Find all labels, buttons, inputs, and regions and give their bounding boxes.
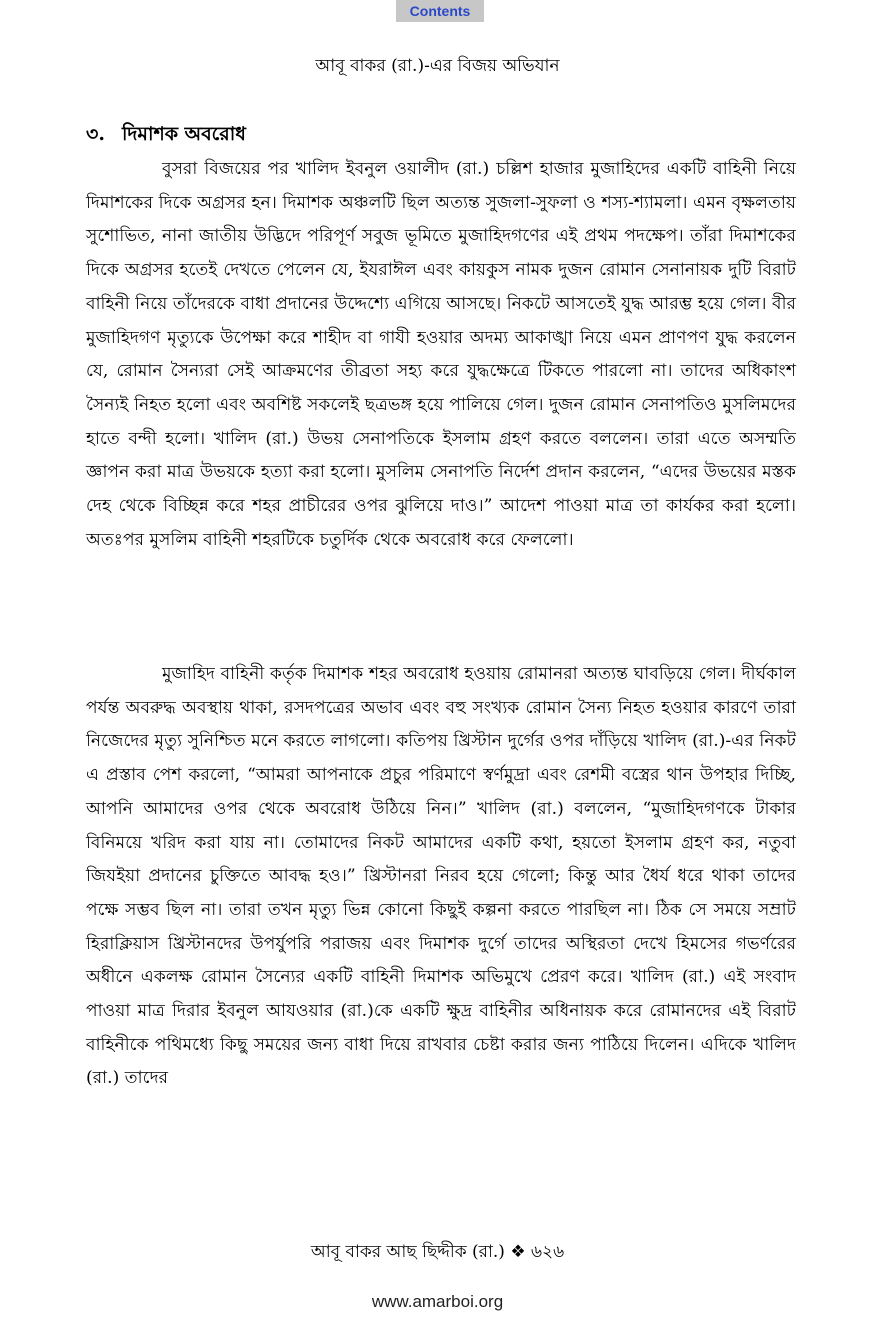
website-link[interactable]: www.amarboi.org — [371, 1292, 504, 1311]
paragraph-2: মুজাহিদ বাহিনী কর্তৃক দিমাশক শহর অবরোধ হওয়ায় রোমানরা অত্যন্ত ঘাবড়িয়ে গেল। দীর্ঘকাল পর্যন্ত অবরুদ্ধ অবস্থায় থাকা, রসদপত্রের অভাব এবং বহু সংখ্যক রোমান সৈন্য নিহত হওয়ার কারণে তারা নিজেদের মৃত্যু সুনিশ্চিত মনে করতে লাগলো। কতিপয় খ্রিস্টান দুর্গের ওপর দাঁড়িয়ে খালিদ (রা.)-এর নিকট এ প্রস্তাব পেশ করলো, “আমরা আপনাকে প্রচুর পরিমাণে স্বর্ণমুদ্রা এবং রেশমী বস্ত্রের থান উপহার দিচ্ছি, আপনি আমাদের ওপর থেকে অবরোধ উঠিয়ে নিন।” খালিদ (রা.) বললেন, “মুজাহিদগণকে টাকার বিনিময়ে খরিদ করা যায় না। তোমাদের নিকট আমাদের একটি কথা, হয়তো ইসলাম গ্রহণ কর, নতুবা জিযইয়া প্রদানের চুক্তিতে আবদ্ধ হও।” খ্রিস্টানরা নিরব হয়ে গেলো; কিন্তু আর ধৈর্য ধরে থাকা তাদের পক্ষে সম্ভব ছিল না। তারা তখন মৃত্যু ভিন্ন কোনো কিছুই কল্পনা করতে পারছিল না। ঠিক সে সময়ে সম্রাট হিরাক্লিয়াস খ্রিস্টানদের উপর্যুপরি পরাজয় এবং দিমাশক দুর্গে তাদের অস্থিরতা দেখে হিমসের গভর্ণরের অধীনে একলক্ষ রোমান সৈন্যের একটি বাহিনী দিমাশক অভিমুখে প্রেরণ করে। খালিদ (রা.) এই সংবাদ পাওয়া মাত্র দিরার ইবনুল আযওয়ার (রা.)কে একটি ক্ষুদ্র বাহিনীর অধিনায়ক করে রোমানদের এই বিরাট বাহিনীকে পথিমধ্যে কিছু সময়ের জন্য বাধা দিয়ে রাখবার চেষ্টা করার জন্য পাঠিয়ে দিলেন। এদিকে খালিদ (রা.) তাদের — [86, 664, 796, 1089]
separator-glyph: ❖ — [510, 1242, 526, 1262]
contents-button[interactable]: Contents — [396, 0, 484, 22]
running-head: আবূ বাকর (রা.)-এর বিজয় অভিযান — [315, 56, 560, 76]
section-heading — [86, 118, 246, 150]
section-number: ৩. — [86, 123, 105, 145]
book-title: আবূ বাকর আছ ছিদ্দীক (রা.) — [310, 1242, 505, 1262]
paragraph-1: বুসরা বিজয়ের পর খালিদ ইবনুল ওয়ালীদ (রা.) চল্লিশ হাজার মুজাহিদের একটি বাহিনী নিয়ে দিমাশকের দিকে অগ্রসর হন। দিমাশক অঞ্চলটি ছিল অত্যন্ত সুজলা-সুফলা ও শস্য-শ্যামলা। এমন বৃক্ষলতায় সুশোভিত, নানা জাতীয় উদ্ভিদে পরিপূর্ণ সবুজ ভূমিতে মুজাহিদগণের এই প্রথম পদক্ষেপ। তাঁরা দিমাশকের দিকে অগ্রসর হতেই দেখতে পেলেন যে, ইযরাঈল এবং কায়কুস নামক দুজন রোমান সেনানায়ক দুটি বিরাট বাহিনী নিয়ে তাঁদেরকে বাধা প্রদানের উদ্দেশ্যে এগিয়ে আসছে। নিকটে আসতেই যুদ্ধ আরম্ভ হয়ে গেল। বীর মুজাহিদগণ মৃত্যুকে উপেক্ষা করে শাহীদ বা গাযী হওয়ার অদম্য আকাঙ্খা নিয়ে এমন প্রাণপণ যুদ্ধ করলেন যে, রোমান সৈন্যরা সেই আক্রমণের তীব্রতা সহ্য করে যুদ্ধক্ষেত্রে টিকতে পারলো না। তাদের অধিকাংশ সৈন্যই নিহত হলো এবং অবশিষ্ট সকলেই ছত্রভঙ্গ হয়ে পালিয়ে গেল। দুজন রোমান সেনাপতিও মুসলিমদের হাতে বন্দী হলো। খালিদ (রা.) উভয় সেনাপতিকে ইসলাম গ্রহণ করতে বললেন। তারা এতে অসম্মতি জ্ঞাপন করা মাত্র উভয়কে হত্যা করা হলো। মুসলিম সেনাপতি নির্দেশ প্রদান করলেন, “এদের উভয়ের মস্তক দেহ থেকে বিচ্ছিন্ন করে শহর প্রাচীরের ওপর ঝুলিয়ে দাও।” আদেশ পাওয়া মাত্র তা কার্যকর করা হলো। অতঃপর মুসলিম বাহিনী শহরটিকে চতুর্দিক থেকে অবরোধ করে ফেললো। — [86, 159, 797, 550]
page-number: ৬২৬ — [531, 1242, 565, 1262]
section-title: দিমাশক অবরোধ — [122, 123, 246, 145]
page-footer — [0, 1236, 875, 1268]
